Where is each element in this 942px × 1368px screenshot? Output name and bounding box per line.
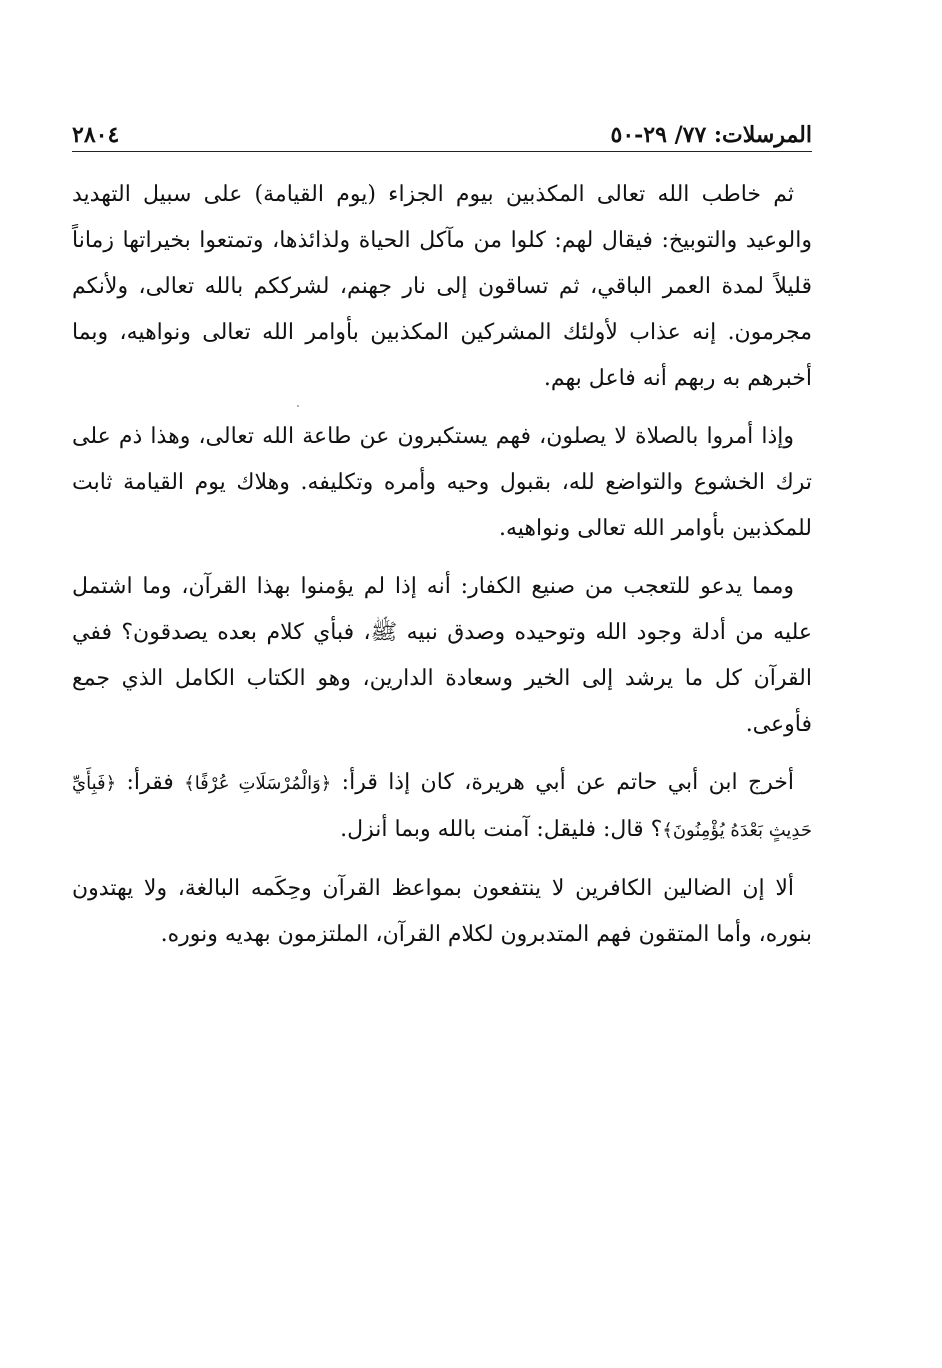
scan-speck xyxy=(297,405,299,407)
hadith-paragraph xyxy=(72,760,812,854)
header-divider xyxy=(72,151,812,152)
quran-quote: ﴿وَالْمُرْسَلَاتِ عُرْفًا﴾ xyxy=(184,773,332,794)
closing-paragraph: ألا إن الضالين الكافرين لا ينتفعون بمواعظ القرآن وحِكَمه البالغة، ولا يهتدون بنوره، وأما المتقون فهم المتدبرون لكلام القرآن، الملتزمون بهديه ونوره. xyxy=(72,876,812,947)
quran-quote: ﴿فَبِأَيِّ حَدِيثٍ بَعْدَهُ يُؤْمِنُونَ﴾ xyxy=(72,773,812,841)
hadith-mid: فقرأ: xyxy=(116,770,185,795)
paragraph: ثم خاطب الله تعالى المكذبين بيوم الجزاء (يوم القيامة) على سبيل التهديد والوعيد والتوبيخ: فيقال لهم: كلوا من مآكل الحياة ولذائذها، وتمتعوا بخيراتها زماناً قليلاً لمدة العمر الباقي، ثم تساقون إلى نار جهنم، لشرككم بالله تعالى، ولأنكم مجرمون. إنه عذاب لأولئك المشركين المكذبين بأوامر الله تعالى ونواهيه، وبما أخبرهم به ربهم أنه فاعل بهم. xyxy=(72,182,812,391)
hadith-outro: ؟ قال: فليقل: آمنت بالله وبما أنزل. xyxy=(340,817,663,842)
page-header xyxy=(72,108,812,148)
hadith-intro: أخرج ابن أبي حاتم عن أبي هريرة، كان إذا قرأ: xyxy=(331,770,794,795)
page-number: ٢٨٠٤ xyxy=(72,122,120,148)
page-body xyxy=(72,172,812,970)
paragraph: وإذا أمروا بالصلاة لا يصلون، فهم يستكبرون عن طاعة الله تعالى، وهذا ذم على ترك الخشوع والتواضع لله، بقبول وحيه وأمره وتكليفه. وهلاك يوم القيامة ثابت للمكذبين بأوامر الله تعالى ونواهيه. xyxy=(72,424,812,541)
paragraph: ومما يدعو للتعجب من صنيع الكفار: أنه إذا لم يؤمنوا بهذا القرآن، وما اشتمل عليه من أدلة وجود الله وتوحيده وصدق نبيه ﷺ، فبأي كلام بعده يصدقون؟ ففي القرآن كل ما يرشد إلى الخير وسعادة الدارين، وهو الكتاب الكامل الذي جمع فأوعى. xyxy=(72,574,812,737)
surah-reference: المرسلات: ٧٧/ ٢٩-٥٠ xyxy=(610,122,812,148)
